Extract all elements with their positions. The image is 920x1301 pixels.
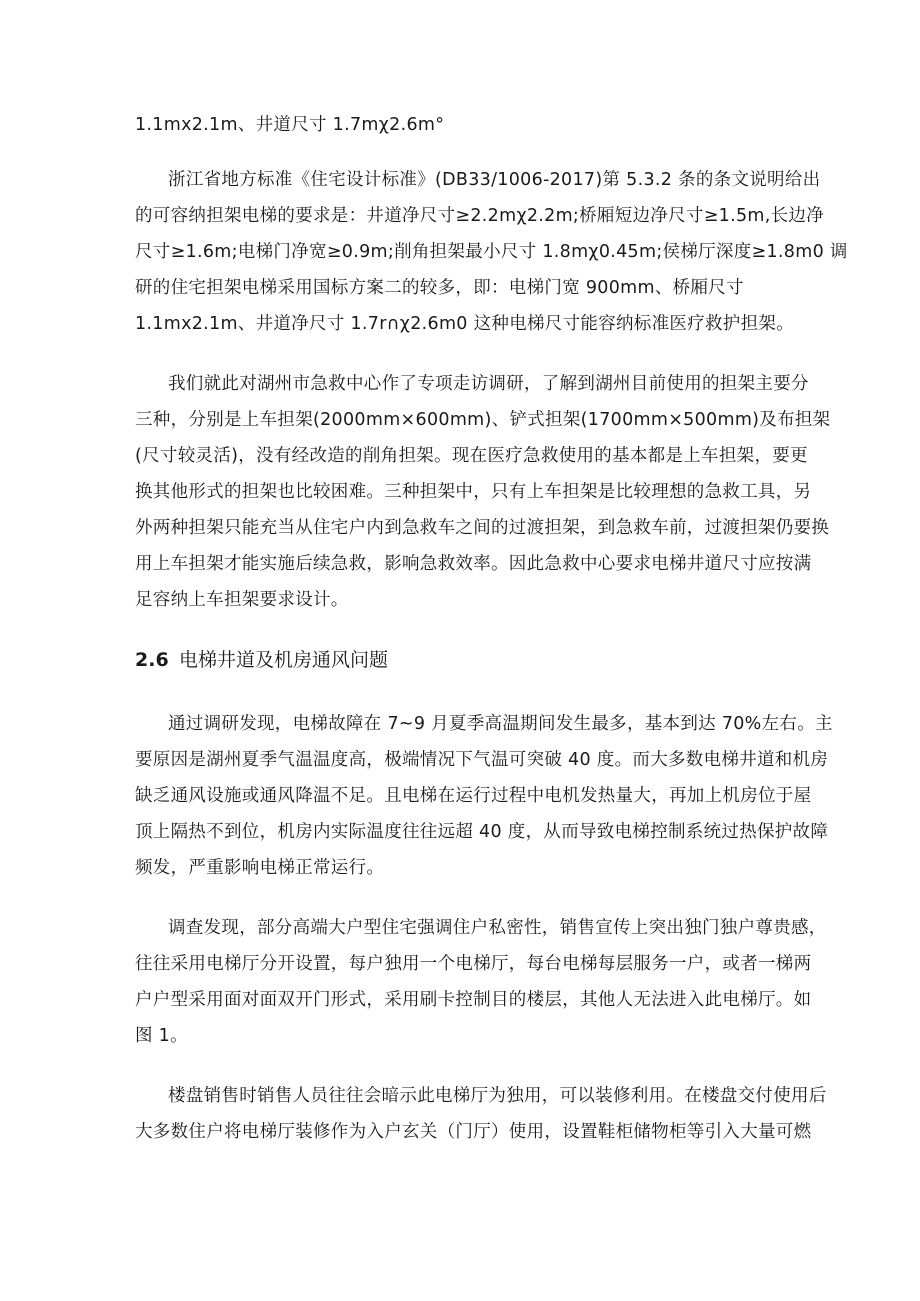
- text-line: 用上车担架才能实施后续急救，影响急救效率。因此急救中心要求电梯井道尺寸应按满: [135, 554, 812, 574]
- text-line: 频发，严重影响电梯正常运行。: [135, 858, 385, 878]
- section-title: 电梯井道及机房通风问题: [179, 649, 389, 671]
- text-line: (尺寸较灵活)，没有经改造的削角担架。现在医疗急救使用的基本都是上车担架，要更: [135, 446, 808, 466]
- text-line: 换其他形式的担架也比较困难。三种担架中，只有上车担架是比较理想的急救工具，另: [135, 482, 812, 502]
- text-line: 调查发现，部分高端大户型住宅强调住户私密性，销售宣传上突出独门独户尊贵感，: [168, 918, 827, 938]
- text-line: 1.1mx2.1m、井道净尺寸 1.7r∩χ2.6m0 这种电梯尺寸能容纳标准医疗救护担架。: [135, 314, 794, 334]
- text-line: 我们就此对湖州市急救中心作了专项走访调研，了解到湖州目前使用的担架主要分: [168, 374, 809, 394]
- text-line: 浙江省地方标准《住宅设计标准》(DB33/1006-2017)第 5.3.2 条的条文说明给出: [168, 170, 821, 190]
- text-line: 外两种担架只能充当从住宅户内到急救车之间的过渡担架，到急救车前，过渡担架仍要换: [135, 518, 830, 538]
- text-line: 尺寸≥1.6m;电梯门净宽≥0.9m;削角担架最小尺寸 1.8mχ0.45m;侯梯厅深度≥1.8m0 调: [135, 242, 848, 262]
- text-line: 1.1mx2.1m、井道尺寸 1.7mχ2.6m°: [135, 115, 445, 135]
- text-line: 研的住宅担架电梯采用国标方案二的较多，即：电梯门宽 900mm、桥厢尺寸: [135, 278, 744, 298]
- text-line: 要原因是湖州夏季气温温度高，极端情况下气温可突破 40 度。而大多数电梯井道和机房: [135, 750, 829, 770]
- text-line: 缺乏通风设施或通风降温不足。且电梯在运行过程中电机发热量大，再加上机房位于屋: [135, 786, 812, 806]
- text-line: 图 1。: [135, 1026, 188, 1046]
- text-line: 足容纳上车担架要求设计。: [135, 590, 349, 610]
- text-line: 的可容纳担架电梯的要求是：井道净尺寸≥2.2mχ2.2m;桥厢短边净尺寸≥1.5m,长边净: [135, 206, 825, 226]
- text-line: 三种，分别是上车担架(2000mm×600mm)、铲式担架(1700mm×500mm)及布担架: [135, 410, 831, 430]
- text-line: 户户型采用面对面双开门形式，采用刷卡控制目的楼层，其他人无法进入此电梯厅。如: [135, 990, 812, 1010]
- text-line: 大多数住户将电梯厅装修作为入户玄关（门厅）使用，设置鞋柜储物柜等引入大量可燃: [135, 1122, 812, 1142]
- text-line: 顶上隔热不到位，机房内实际温度往往远超 40 度，从而导致电梯控制系统过热保护故障: [135, 822, 829, 842]
- section-number: 2.6: [135, 649, 169, 671]
- text-line: 通过调研发现，电梯故障在 7~9 月夏季高温期间发生最多，基本到达 70%左右。主: [168, 714, 833, 734]
- text-line: 往往采用电梯厅分开设置，每户独用一个电梯厅，每台电梯每层服务一户，或者一梯两: [135, 954, 812, 974]
- text-line: 楼盘销售时销售人员往往会暗示此电梯厅为独用，可以装修利用。在楼盘交付使用后: [168, 1086, 827, 1106]
- section-heading: [135, 647, 388, 673]
